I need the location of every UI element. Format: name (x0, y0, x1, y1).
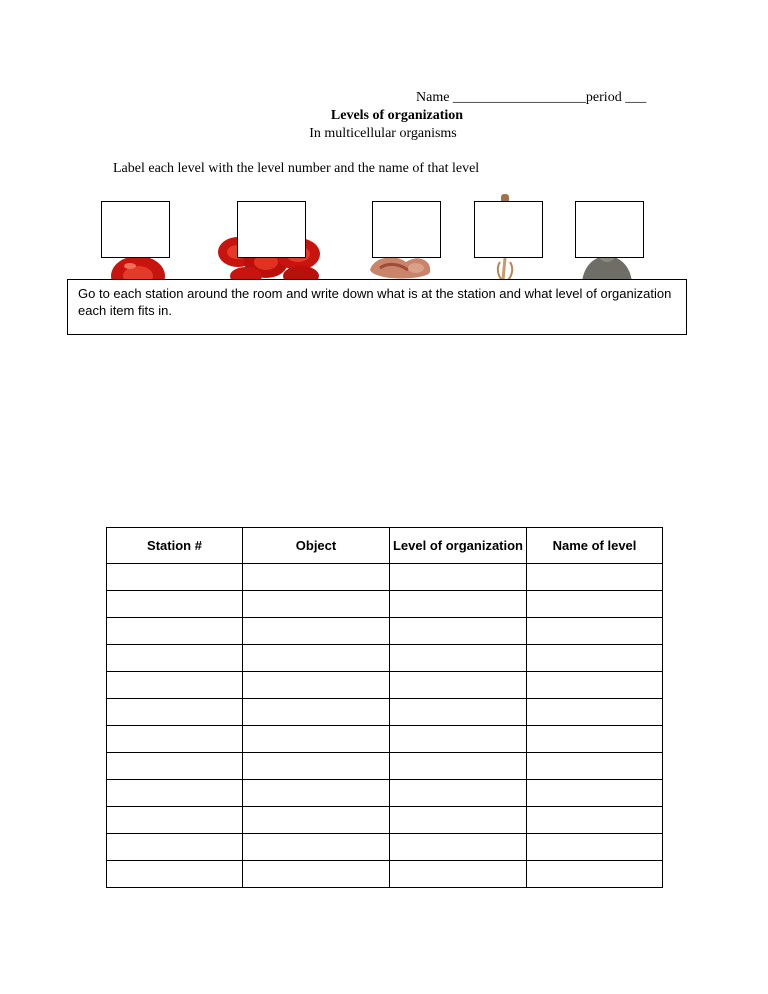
table-cell[interactable] (243, 834, 390, 861)
table-cell[interactable] (243, 753, 390, 780)
table-cell[interactable] (390, 726, 527, 753)
table-row (107, 834, 663, 861)
table-cell[interactable] (527, 699, 663, 726)
header-name-of-level: Name of level (527, 528, 663, 564)
table-cell[interactable] (107, 753, 243, 780)
table-cell[interactable] (390, 564, 527, 591)
table-cell[interactable] (107, 699, 243, 726)
table-cell[interactable] (390, 618, 527, 645)
table-cell[interactable] (243, 672, 390, 699)
table-header-row (107, 528, 663, 564)
table-cell[interactable] (243, 564, 390, 591)
table-row (107, 807, 663, 834)
table-cell[interactable] (107, 618, 243, 645)
header-station-number: Station # (107, 528, 243, 564)
level-label-box-2[interactable] (237, 201, 306, 258)
table-cell[interactable] (390, 834, 527, 861)
worksheet-subtitle (0, 126, 768, 142)
header-level-of-organization: Level of organization (390, 528, 527, 564)
label-instruction: Label each level with the level number and the name of that level (113, 161, 480, 176)
table-cell[interactable] (390, 591, 527, 618)
table-row (107, 618, 663, 645)
name-period-line[interactable]: Name ___________________period ___ (416, 90, 647, 105)
level-label-box-3[interactable] (372, 201, 441, 258)
table-cell[interactable] (527, 645, 663, 672)
station-table (106, 527, 663, 888)
worksheet-subtitle-text: In multicellular organisms (309, 126, 457, 141)
table-cell[interactable] (243, 726, 390, 753)
table-cell[interactable] (527, 834, 663, 861)
station-instruction-box: Go to each station around the room and write down what is at the station and what level of organization each item fits in. (67, 279, 687, 335)
table-row (107, 780, 663, 807)
table-cell[interactable] (107, 780, 243, 807)
table-cell[interactable] (243, 780, 390, 807)
table-cell[interactable] (243, 591, 390, 618)
table-cell[interactable] (390, 780, 527, 807)
table-cell[interactable] (527, 753, 663, 780)
table-cell[interactable] (107, 564, 243, 591)
table-cell[interactable] (527, 726, 663, 753)
header-object: Object (243, 528, 390, 564)
table-cell[interactable] (107, 726, 243, 753)
table-cell[interactable] (243, 645, 390, 672)
table-cell[interactable] (390, 861, 527, 888)
level-label-box-5[interactable] (575, 201, 644, 258)
table-row (107, 591, 663, 618)
level-label-box-4[interactable] (474, 201, 543, 258)
table-cell[interactable] (390, 807, 527, 834)
table-cell[interactable] (390, 645, 527, 672)
table-cell[interactable] (527, 564, 663, 591)
level-label-box-1[interactable] (101, 201, 170, 258)
table-row (107, 564, 663, 591)
table-cell[interactable] (243, 861, 390, 888)
table-cell[interactable] (243, 699, 390, 726)
table-cell[interactable] (107, 834, 243, 861)
table-row (107, 861, 663, 888)
table-cell[interactable] (390, 753, 527, 780)
table-cell[interactable] (390, 699, 527, 726)
table-cell[interactable] (107, 645, 243, 672)
table-cell[interactable] (527, 780, 663, 807)
table-cell[interactable] (390, 672, 527, 699)
table-row (107, 672, 663, 699)
table-cell[interactable] (107, 672, 243, 699)
table-cell[interactable] (243, 807, 390, 834)
table-cell[interactable] (527, 591, 663, 618)
table-cell[interactable] (107, 807, 243, 834)
table-row (107, 699, 663, 726)
table-row (107, 645, 663, 672)
table-body (107, 564, 663, 888)
table-cell[interactable] (527, 807, 663, 834)
worksheet-title (0, 108, 768, 124)
table-cell[interactable] (107, 591, 243, 618)
table-cell[interactable] (527, 672, 663, 699)
table-cell[interactable] (527, 618, 663, 645)
worksheet-title-text: Levels of organization (330, 108, 464, 123)
table-cell[interactable] (107, 861, 243, 888)
table-cell[interactable] (243, 618, 390, 645)
table-row (107, 753, 663, 780)
table-row (107, 726, 663, 753)
table-cell[interactable] (527, 861, 663, 888)
